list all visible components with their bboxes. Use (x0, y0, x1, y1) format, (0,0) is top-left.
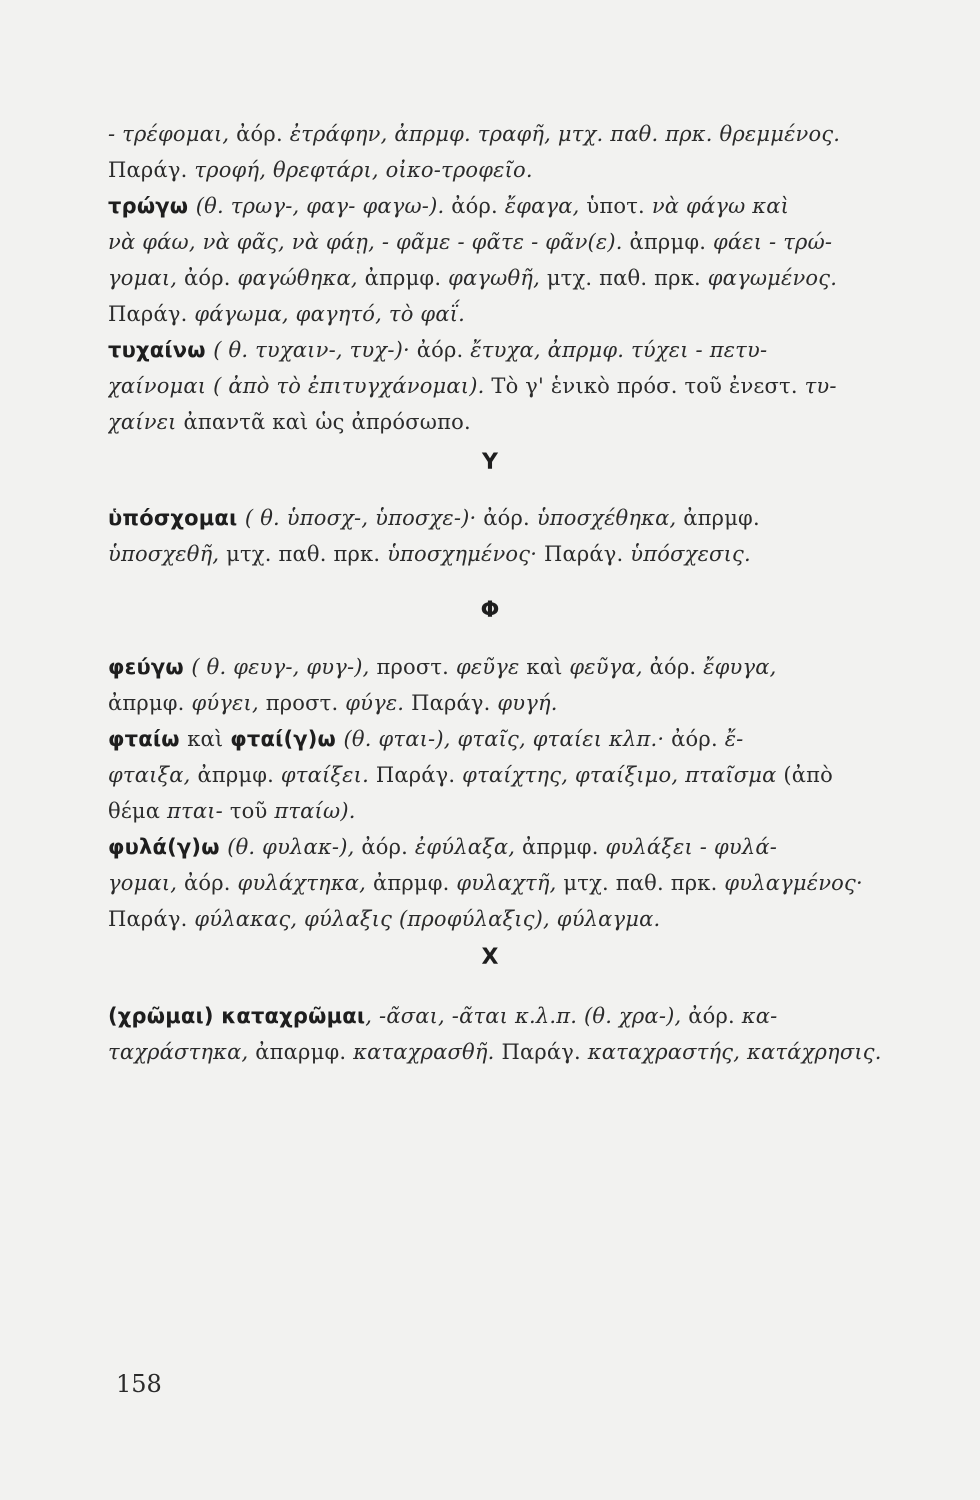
italic-text: ἔ- (724, 727, 744, 751)
italic-text: φύγει, (191, 691, 266, 715)
roman-text: Παράγ. (543, 542, 631, 566)
roman-text: θέμα (108, 799, 168, 823)
text-line (108, 296, 918, 332)
italic-text: φταίχτης, φταίξιμο, πταῖσμα (462, 763, 784, 787)
italic-text: φυλάχτηκα, (237, 871, 373, 895)
italic-text: φύγε. (345, 691, 412, 715)
letter-heading-upsilon: Υ (482, 450, 498, 475)
text-line (108, 152, 918, 188)
roman-text: μτχ. παθ. πρκ. (226, 542, 388, 566)
section-upsilon-entries (108, 500, 918, 572)
roman-text: ἀπρμφ. (629, 230, 713, 254)
italic-text: ἔφυγα, (703, 655, 777, 679)
roman-text: ἀόρ. (236, 122, 290, 146)
italic-text: ( θ. τυχαιν-, τυχ-)· (213, 338, 417, 362)
roman-text: ἀόρ. (483, 506, 537, 530)
roman-text: ἀπρμφ. (197, 763, 281, 787)
roman-text: καὶ (187, 727, 231, 751)
italic-text: χαίνομαι ( ἀπὸ τὸ ἐπιτυγχάνομαι). (108, 374, 492, 398)
text-line (108, 260, 918, 296)
italic-text: ἐφύλαξα, (414, 835, 523, 859)
italic-text: - τρέφομαι, (108, 122, 237, 146)
italic-text: φυλάξει - φυλά- (605, 835, 778, 859)
headword: φταί(γ)ω (230, 727, 344, 751)
roman-text: μτχ. παθ. πρκ. (563, 871, 725, 895)
italic-text: φυλαγμένος· (724, 871, 863, 895)
roman-text: ἀόρ. (361, 835, 415, 859)
headword: τυχαίνω (108, 338, 214, 362)
text-line (108, 404, 918, 440)
italic-text: ὑποσχημένος· (387, 542, 544, 566)
italic-text: φάει - τρώ- (712, 230, 833, 254)
text-line (108, 793, 918, 829)
italic-text: φαγωμένος. (707, 266, 838, 290)
text-line (108, 332, 918, 368)
italic-text: τροφή, θρεφτάρι, οἰκο-τροφεῖο. (194, 158, 533, 182)
italic-text: φυγή. (497, 691, 558, 715)
text-line (108, 116, 918, 152)
italic-text: ταχράστηκα, (108, 1040, 256, 1064)
italic-text: νὰ φάω, νὰ φᾶς, νὰ φάῃ, - φᾶμε - φᾶτε - φᾶν(ε). (108, 230, 630, 254)
headword: φεύγω (108, 655, 192, 679)
italic-text: φεῦγε (455, 655, 527, 679)
roman-text: Παράγ. (411, 691, 498, 715)
italic-text: ὑπόσχεσις. (630, 542, 751, 566)
roman-text: (ἀπὸ (783, 763, 834, 787)
roman-text: ἀπρμφ. (372, 871, 457, 895)
italic-text: ( θ. ὑποσχ-, ὑποσχε-)· (244, 506, 484, 530)
italic-text: φάγωμα, φαγητό, τὸ φαΐ. (194, 302, 466, 326)
headword: τρώγω (108, 194, 196, 218)
roman-text: μτχ. παθ. πρκ. (546, 266, 708, 290)
italic-text: φύλακας, φύλαξις (προφύλαξις), φύλαγμα. (194, 907, 661, 931)
italic-text: ὑποσχέθηκα, (536, 506, 684, 530)
roman-text: καὶ (526, 655, 570, 679)
roman-text: Παράγ. (108, 158, 195, 182)
headword: (χρῶμαι) καταχρῶμαι (108, 1004, 366, 1028)
roman-text: ἀόρ. (451, 194, 505, 218)
italic-text: πται- (167, 799, 230, 823)
headword: φταίω (108, 727, 188, 751)
roman-text: τοῦ (229, 799, 275, 823)
roman-text: ἀπρμφ. (683, 506, 760, 530)
page-number: 158 (116, 1370, 162, 1398)
roman-text: Παράγ. (375, 763, 463, 787)
italic-text: φαγώθηκα, (237, 266, 365, 290)
text-line (108, 1034, 918, 1070)
roman-text: Παράγ. (501, 1040, 588, 1064)
italic-text: κα- (741, 1004, 778, 1028)
text-line (108, 649, 918, 685)
italic-text: φαγωθῆ, (448, 266, 547, 290)
text-line (108, 224, 918, 260)
italic-text: (θ. φται-), φταῖς, φταίει κλπ.· (343, 727, 672, 751)
italic-text: γομαι, (108, 266, 185, 290)
italic-text: ἐτράφην, ἀπρμφ. τραφῆ, μτχ. παθ. πρκ. θρεμμένος. (289, 122, 841, 146)
text-line (108, 536, 918, 572)
roman-text: ἀόρ. (416, 338, 471, 362)
italic-text: ἔφαγα, (504, 194, 587, 218)
text-line (108, 998, 918, 1034)
roman-text: ἀπρμφ. (364, 266, 449, 290)
text-line (108, 757, 918, 793)
italic-text: (θ. φυλακ-), (227, 835, 362, 859)
italic-text: νὰ φάγω καὶ (651, 194, 790, 218)
text-line (108, 500, 918, 536)
roman-text: ἀόρ. (184, 266, 238, 290)
headword: φυλά(γ)ω (108, 835, 228, 859)
text-line (108, 721, 918, 757)
italic-text: φεῦγα, (569, 655, 650, 679)
roman-text: Παράγ. (108, 907, 195, 931)
italic-text: (θ. τρωγ-, φαγ- φαγω-). (195, 194, 452, 218)
roman-text: ὑποτ. (586, 194, 652, 218)
letter-heading-phi: Φ (480, 598, 500, 623)
text-line (108, 188, 918, 224)
italic-text: καταχραστής, κατάχρησις. (587, 1040, 882, 1064)
italic-text: , -ᾶσαι, -ᾶται κ.λ.π. (θ. χρα-), (365, 1004, 689, 1028)
italic-text: ὑποσχεθῆ, (108, 542, 227, 566)
roman-text: ἀόρ. (184, 871, 238, 895)
roman-text: ἀπαντᾶ καὶ ὡς ἀπρόσωπο. (183, 410, 471, 434)
roman-text: προστ. (265, 691, 346, 715)
italic-text: φταιξα, (108, 763, 198, 787)
text-line (108, 865, 918, 901)
text-line (108, 685, 918, 721)
italic-text: φυλαχτῆ, (456, 871, 564, 895)
roman-text: ἀπρμφ. (522, 835, 606, 859)
italic-text: καταχρασθῆ. (353, 1040, 502, 1064)
italic-text: πταίω). (274, 799, 356, 823)
text-line (108, 368, 918, 404)
italic-text: τυ- (804, 374, 837, 398)
roman-text: Παράγ. (108, 302, 195, 326)
italic-text: ἔτυχα, ἀπρμφ. τύχει - πετυ- (470, 338, 768, 362)
roman-text: ἀόρ. (688, 1004, 742, 1028)
letter-heading-chi: Χ (481, 945, 499, 970)
roman-text: ἀπαρμφ. (255, 1040, 354, 1064)
text-line (108, 829, 918, 865)
roman-text: Τὸ γ' ἑνικὸ πρόσ. τοῦ ἐνεστ. (491, 374, 805, 398)
section-phi-entries (108, 649, 918, 937)
italic-text: γομαι, (108, 871, 185, 895)
italic-text: ( θ. φευγ-, φυγ-), (191, 655, 377, 679)
text-line (108, 901, 918, 937)
italic-text: χαίνει (108, 410, 184, 434)
section-chi-entries (108, 998, 918, 1070)
roman-text: ἀπρμφ. (108, 691, 192, 715)
roman-text: ἀόρ. (649, 655, 704, 679)
roman-text: προστ. (376, 655, 456, 679)
section-tau-entries (108, 116, 918, 440)
italic-text: φταίξει. (280, 763, 376, 787)
headword: ὑπόσχομαι (108, 506, 245, 530)
roman-text: ἀόρ. (671, 727, 725, 751)
